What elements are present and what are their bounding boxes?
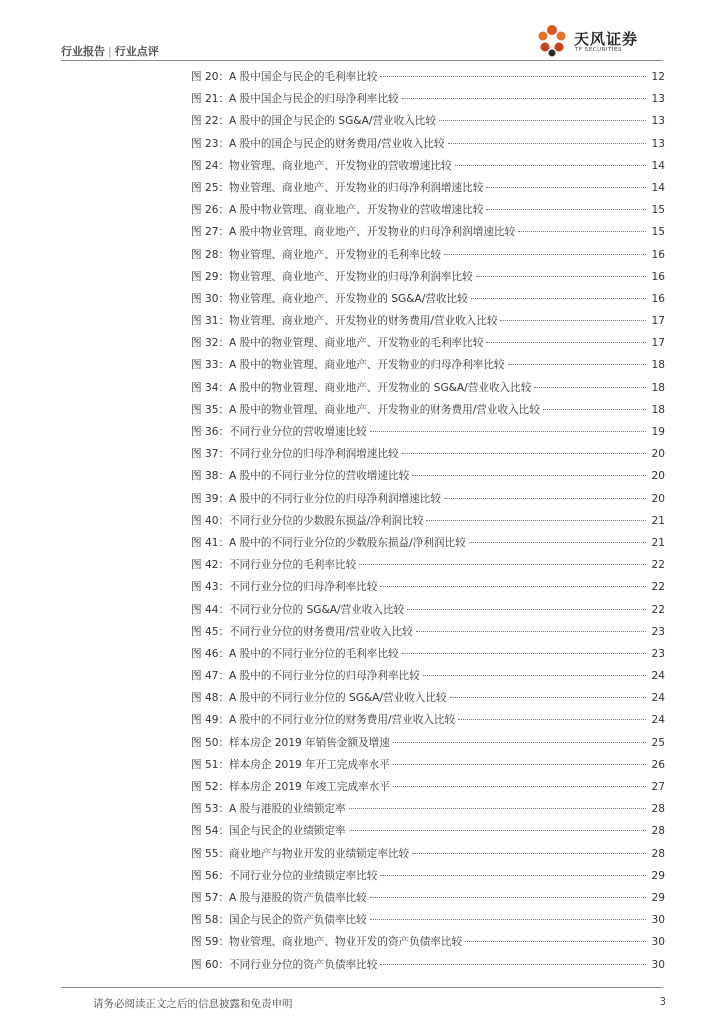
figure-page-number: 29 xyxy=(651,891,665,904)
toc-entry[interactable] xyxy=(191,177,665,199)
figure-title: A 股中的不同行业分位的毛利率比较 xyxy=(229,647,399,660)
figure-title: 物业管理、商业地产、开发物业的归母净利润率比较 xyxy=(229,270,473,283)
toc-entry[interactable] xyxy=(191,621,665,643)
figure-label: 图 51： xyxy=(191,758,230,771)
toc-entry[interactable] xyxy=(191,887,665,909)
figure-page-number: 17 xyxy=(651,337,665,350)
dot-leader xyxy=(349,830,646,831)
figure-title: A 股中的国企与民企的 SG&A/营业收入比较 xyxy=(229,115,436,128)
figure-page-number: 30 xyxy=(651,914,665,927)
figure-label: 图 44： xyxy=(191,603,230,616)
figure-page-number: 13 xyxy=(651,137,665,150)
dot-leader xyxy=(450,697,646,698)
figure-label: 图 23： xyxy=(191,137,230,150)
figure-page-number: 12 xyxy=(651,71,665,83)
figure-page-number: 22 xyxy=(651,603,665,616)
figure-title: 物业管理、商业地产、开发物业的归母净利润增速比较 xyxy=(229,181,484,194)
dot-leader xyxy=(543,409,646,410)
figure-label: 图 46： xyxy=(191,647,230,660)
dot-leader xyxy=(380,964,646,965)
figure-title: 物业管理、商业地产、开发物业的 SG&A/营收比较 xyxy=(229,292,468,305)
dot-leader xyxy=(393,786,646,787)
logo-name: 天风证券 xyxy=(574,30,639,48)
figure-label: 图 48： xyxy=(191,692,230,705)
dot-leader xyxy=(486,187,646,188)
figure-label: 图 45： xyxy=(191,625,230,638)
figure-page-number: 24 xyxy=(651,670,665,683)
figure-page-number: 14 xyxy=(651,181,665,194)
toc-entry[interactable] xyxy=(191,443,665,465)
figure-page-number: 17 xyxy=(651,315,665,328)
figure-title: 不同行业分位的营收增速比较 xyxy=(229,426,367,438)
figure-title: A 股中的物业管理、商业地产、开发物业的 SG&A/营业收入比较 xyxy=(229,381,532,394)
toc-entry[interactable] xyxy=(191,244,665,266)
figure-title: 样本房企 2019 年销售金额及增速 xyxy=(229,736,390,749)
dot-leader xyxy=(439,120,646,121)
dot-leader xyxy=(370,897,646,898)
dot-leader xyxy=(465,941,646,942)
dot-leader xyxy=(469,542,646,543)
toc-entry[interactable] xyxy=(191,732,665,754)
figure-title: A 股与港股的业绩锁定率 xyxy=(229,803,346,816)
figure-page-number: 18 xyxy=(651,403,665,416)
dot-leader xyxy=(423,675,646,676)
toc-entry[interactable] xyxy=(191,399,665,421)
dot-leader xyxy=(508,364,646,365)
figure-label: 图 55： xyxy=(191,847,230,860)
figure-label: 图 25： xyxy=(191,181,230,194)
figure-label: 图 57： xyxy=(191,891,230,904)
figure-title: 物业管理、商业地产、开发物业的财务费用/营业收入比较 xyxy=(229,315,498,328)
figure-title: A 股与港股的资产负债率比较 xyxy=(229,891,367,904)
figure-label: 图 33： xyxy=(191,359,230,372)
figure-page-number: 28 xyxy=(651,825,665,838)
figure-label: 图 35： xyxy=(191,403,230,416)
dot-leader xyxy=(500,320,646,321)
figure-page-number: 28 xyxy=(651,803,665,816)
toc-entry[interactable] xyxy=(191,354,665,376)
figure-title: A 股中的不同行业分位的财务费用/营业收入比较 xyxy=(229,714,456,727)
toc-entry[interactable] xyxy=(191,599,665,621)
figure-page-number: 22 xyxy=(651,581,665,594)
page-header xyxy=(0,0,724,64)
figure-page-number: 23 xyxy=(651,647,665,660)
toc-entry[interactable] xyxy=(191,532,665,554)
figure-title: 不同行业分位的归母净利率比较 xyxy=(229,581,378,594)
figure-title: A 股中的物业管理、商业地产、开发物业的归母净利率比较 xyxy=(229,359,505,372)
toc-entry[interactable] xyxy=(191,421,665,443)
dot-leader xyxy=(359,564,646,565)
toc-entry[interactable] xyxy=(191,88,665,110)
figure-page-number: 19 xyxy=(651,426,665,438)
toc-entry[interactable] xyxy=(191,776,665,798)
figure-label: 图 30： xyxy=(191,292,230,305)
figure-title: 国企与民企的业绩锁定率 xyxy=(229,825,346,838)
figure-title: A 股中的国企与民企的财务费用/营业收入比较 xyxy=(229,137,445,150)
dot-leader xyxy=(402,453,646,454)
figure-page-number: 25 xyxy=(651,736,665,749)
dot-leader xyxy=(416,631,646,632)
figure-label: 图 41： xyxy=(191,536,230,549)
figure-label: 图 58： xyxy=(191,914,230,927)
figure-page-number: 24 xyxy=(651,692,665,705)
toc-entry[interactable] xyxy=(191,310,665,332)
figure-label: 图 40： xyxy=(191,514,230,527)
dot-leader xyxy=(407,609,646,610)
figure-title: 物业管理、商业地产、物业开发的资产负债率比较 xyxy=(229,936,463,949)
dot-leader xyxy=(412,475,646,476)
figure-title: 样本房企 2019 年竣工完成率水平 xyxy=(229,781,390,793)
header-separator: | xyxy=(108,45,112,58)
figure-title: 不同行业分位的毛利率比较 xyxy=(229,559,357,572)
footer-disclaimer: 请务必阅读正文之后的信息披露和免责申明 xyxy=(93,998,293,1010)
figure-label: 图 32： xyxy=(191,337,230,350)
figure-title: A 股中物业管理、商业地产、开发物业的归母净利润增速比较 xyxy=(229,226,516,239)
logo-subtitle: TF SECURITIES xyxy=(575,47,622,53)
toc-entry[interactable] xyxy=(191,754,665,776)
toc-entry[interactable] xyxy=(191,288,665,310)
figure-page-number: 14 xyxy=(651,159,665,172)
figure-page-number: 20 xyxy=(651,448,665,461)
flower-logo-icon xyxy=(532,22,572,58)
toc-entry[interactable] xyxy=(191,465,665,487)
figure-label: 图 60： xyxy=(191,958,230,971)
figure-page-number: 23 xyxy=(651,625,665,638)
toc-entry[interactable] xyxy=(191,66,665,88)
toc-entry[interactable] xyxy=(191,931,665,953)
figure-page-number: 20 xyxy=(651,470,665,483)
figure-title: 国企与民企的资产负债率比较 xyxy=(229,914,367,927)
figure-title: 物业管理、商业地产、开发物业的营收增速比较 xyxy=(229,159,452,172)
figure-page-number: 21 xyxy=(651,514,665,527)
figure-title: 不同行业分位的财务费用/营业收入比较 xyxy=(229,625,413,638)
figure-title: 不同行业分位的归母净利润增速比较 xyxy=(229,448,399,461)
toc-entry[interactable] xyxy=(191,554,665,576)
toc-entry[interactable] xyxy=(191,865,665,887)
figure-title: A 股中的不同行业分位的营收增速比较 xyxy=(229,470,410,483)
figure-label: 图 53： xyxy=(191,803,230,816)
figure-page-number: 29 xyxy=(651,869,665,882)
figure-page-number: 21 xyxy=(651,536,665,549)
dot-leader xyxy=(455,165,646,166)
toc-entry[interactable] xyxy=(191,909,665,931)
dot-leader xyxy=(370,431,646,432)
dot-leader xyxy=(518,231,646,232)
figure-page-number: 30 xyxy=(651,936,665,949)
figure-page-number: 28 xyxy=(651,847,665,860)
figure-label: 图 22： xyxy=(191,115,230,128)
dot-leader xyxy=(380,586,646,587)
figure-label: 图 59： xyxy=(191,936,230,949)
figure-title: A 股中的不同行业分位的归母净利润增速比较 xyxy=(229,492,441,505)
figure-title: 不同行业分位的少数股东损益/净利润比较 xyxy=(229,514,424,527)
figure-page-number: 27 xyxy=(651,781,665,793)
figure-label: 图 34： xyxy=(191,381,230,394)
toc-entry[interactable] xyxy=(191,377,665,399)
toc-entry[interactable] xyxy=(191,110,665,132)
figure-label: 图 31： xyxy=(191,315,230,328)
figure-label: 图 26： xyxy=(191,204,230,217)
figure-title: A 股中物业管理、商业地产、开发物业的营收增速比较 xyxy=(229,204,484,217)
dot-leader xyxy=(486,342,646,343)
report-subcategory: 行业点评 xyxy=(114,45,159,58)
figure-title: 商业地产与物业开发的业绩锁定率比较 xyxy=(229,847,410,860)
header-divider xyxy=(61,60,663,61)
figure-page-number: 16 xyxy=(651,292,665,305)
figure-page-number: 22 xyxy=(651,559,665,572)
dot-leader xyxy=(349,808,646,809)
figure-page-number: 20 xyxy=(651,492,665,505)
figure-list xyxy=(191,66,665,976)
figure-label: 图 37： xyxy=(191,448,230,461)
toc-entry[interactable] xyxy=(191,266,665,288)
figure-title: 不同行业分位的资产负债率比较 xyxy=(229,958,378,971)
figure-title: A 股中的不同行业分位的归母净利率比较 xyxy=(229,670,420,683)
figure-label: 图 38： xyxy=(191,470,230,483)
toc-entry[interactable] xyxy=(191,155,665,177)
figure-title: A 股中的物业管理、商业地产、开发物业的毛利率比较 xyxy=(229,337,484,350)
figure-title: 不同行业分位的 SG&A/营业收入比较 xyxy=(229,603,405,616)
figure-label: 图 29： xyxy=(191,270,230,283)
dot-leader xyxy=(393,742,646,743)
figure-page-number: 18 xyxy=(651,359,665,372)
dot-leader xyxy=(402,98,646,99)
figure-label: 图 47： xyxy=(191,670,230,683)
dot-leader xyxy=(471,298,646,299)
figure-label: 图 52： xyxy=(191,781,230,793)
report-category: 行业报告 xyxy=(61,45,105,58)
figure-title: A 股中的物业管理、商业地产、开发物业的财务费用/营业收入比较 xyxy=(229,403,540,416)
figure-page-number: 26 xyxy=(651,758,665,771)
figure-page-number: 16 xyxy=(651,248,665,261)
figure-label: 图 27： xyxy=(191,226,230,239)
toc-entry[interactable] xyxy=(191,843,665,865)
figure-title: 不同行业分位的业绩锁定率比较 xyxy=(229,869,378,882)
toc-entry[interactable] xyxy=(191,488,665,510)
figure-label: 图 43： xyxy=(191,581,230,594)
footer-divider xyxy=(61,987,663,988)
figure-label: 图 39： xyxy=(191,492,230,505)
dot-leader xyxy=(534,387,646,388)
toc-entry[interactable] xyxy=(191,643,665,665)
figure-page-number: 13 xyxy=(651,93,665,106)
dot-leader xyxy=(380,76,646,77)
toc-entry[interactable] xyxy=(191,665,665,687)
figure-page-number: 15 xyxy=(651,204,665,217)
report-type xyxy=(61,43,159,59)
figure-label: 图 49： xyxy=(191,714,230,727)
figure-label: 图 42： xyxy=(191,559,230,572)
figure-page-number: 16 xyxy=(651,270,665,283)
toc-entry[interactable] xyxy=(191,332,665,354)
page-number: 3 xyxy=(659,996,666,1008)
dot-leader xyxy=(444,254,646,255)
toc-entry[interactable] xyxy=(191,510,665,532)
toc-entry[interactable] xyxy=(191,709,665,731)
figure-label: 图 28： xyxy=(191,248,230,261)
toc-entry[interactable] xyxy=(191,133,665,155)
figure-page-number: 30 xyxy=(651,958,665,971)
figure-title: A 股中国企与民企的毛利率比较 xyxy=(229,71,378,83)
figure-title: 物业管理、商业地产、开发物业的毛利率比较 xyxy=(229,248,441,261)
figure-page-number: 15 xyxy=(651,226,665,239)
figure-title: A 股中的不同行业分位的少数股东损益/净利润比较 xyxy=(229,536,466,549)
company-logo xyxy=(532,22,662,58)
dot-leader xyxy=(402,653,646,654)
dot-leader xyxy=(380,875,646,876)
dot-leader xyxy=(393,764,646,765)
figure-label: 图 20： xyxy=(191,71,230,83)
dot-leader xyxy=(412,853,646,854)
toc-entry[interactable] xyxy=(191,798,665,820)
figure-page-number: 24 xyxy=(651,714,665,727)
figure-title: A 股中的不同行业分位的 SG&A/营业收入比较 xyxy=(229,692,447,705)
toc-entry[interactable] xyxy=(191,576,665,598)
dot-leader xyxy=(448,143,646,144)
dot-leader xyxy=(486,209,646,210)
dot-leader xyxy=(458,719,646,720)
dot-leader xyxy=(476,276,646,277)
figure-label: 图 54： xyxy=(191,825,230,838)
dot-leader xyxy=(444,498,646,499)
figure-page-number: 18 xyxy=(651,381,665,394)
toc-entry[interactable] xyxy=(191,199,665,221)
toc-entry[interactable] xyxy=(191,954,665,976)
figure-label: 图 21： xyxy=(191,93,230,106)
figure-label: 图 50： xyxy=(191,736,230,749)
figure-page-number: 13 xyxy=(651,115,665,128)
figure-title: A 股中国企与民企的归母净利率比较 xyxy=(229,93,399,106)
toc-entry[interactable] xyxy=(191,687,665,709)
dot-leader xyxy=(370,919,646,920)
dot-leader xyxy=(426,520,646,521)
figure-label: 图 56： xyxy=(191,869,230,882)
toc-entry[interactable] xyxy=(191,221,665,243)
toc-entry[interactable] xyxy=(191,820,665,842)
figure-title: 样本房企 2019 年开工完成率水平 xyxy=(229,758,390,771)
figure-label: 图 36： xyxy=(191,426,230,438)
figure-label: 图 24： xyxy=(191,159,230,172)
